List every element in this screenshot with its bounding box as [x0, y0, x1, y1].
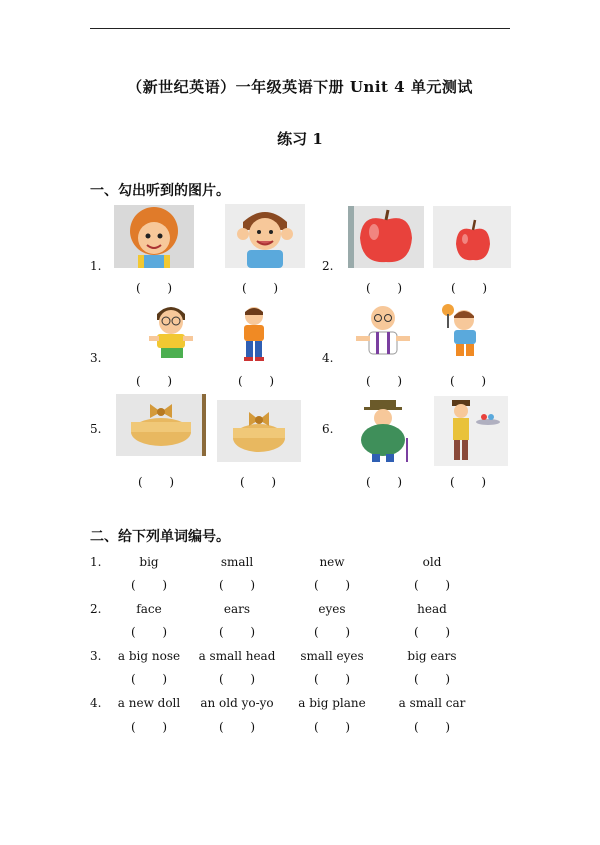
row-number: 1.: [90, 555, 102, 569]
small-apple-picture[interactable]: [433, 206, 511, 268]
word: a big plane: [298, 696, 366, 710]
word: small: [220, 555, 254, 569]
answer-bracket[interactable]: ( ): [365, 475, 403, 489]
answer-bracket[interactable]: ( ): [130, 720, 168, 734]
boy-with-lollipop-picture[interactable]: [440, 302, 486, 360]
item-number: 3.: [90, 351, 102, 365]
section1-heading: 一、勾出听到的图片。: [90, 183, 230, 199]
answer-bracket[interactable]: ( ): [449, 475, 487, 489]
boy-with-glasses-picture[interactable]: [145, 302, 197, 360]
word: a small head: [198, 649, 276, 663]
answer-bracket[interactable]: ( ): [218, 625, 256, 639]
boy-standing-picture[interactable]: [233, 304, 275, 362]
answer-bracket[interactable]: ( ): [365, 374, 403, 388]
answer-bracket[interactable]: ( ): [135, 374, 173, 388]
section2-heading: 二、给下列单词编号。: [90, 529, 230, 545]
word: a small car: [398, 696, 466, 710]
word: face: [136, 602, 162, 616]
answer-bracket[interactable]: ( ): [413, 672, 451, 686]
thin-man-with-tray-picture[interactable]: [434, 396, 508, 466]
boy-touching-ears-picture[interactable]: [225, 204, 305, 268]
answer-bracket[interactable]: ( ): [365, 281, 403, 295]
word: big ears: [407, 649, 457, 663]
page-title: （新世纪英语）一年级英语下册 Unit 4 单元测试: [127, 78, 473, 96]
word: head: [417, 602, 447, 616]
answer-bracket[interactable]: ( ): [218, 720, 256, 734]
top-rule: [90, 28, 510, 29]
answer-bracket[interactable]: ( ): [218, 578, 256, 592]
answer-bracket[interactable]: ( ): [135, 281, 173, 295]
row-number: 3.: [90, 649, 102, 663]
answer-bracket[interactable]: ( ): [130, 672, 168, 686]
item-number: 6.: [322, 422, 334, 436]
answer-bracket[interactable]: ( ): [241, 281, 279, 295]
word: ears: [223, 602, 251, 616]
curly-hair-kid-picture[interactable]: [114, 205, 194, 268]
row-number: 2.: [90, 602, 102, 616]
word: a big nose: [117, 649, 181, 663]
item-number: 2.: [322, 259, 334, 273]
word: big: [139, 555, 159, 569]
answer-bracket[interactable]: ( ): [130, 625, 168, 639]
answer-bracket[interactable]: ( ): [313, 625, 351, 639]
answer-bracket[interactable]: ( ): [130, 578, 168, 592]
answer-bracket[interactable]: ( ): [413, 578, 451, 592]
word: an old yo-yo: [200, 696, 274, 710]
word: old: [422, 555, 442, 569]
answer-bracket[interactable]: ( ): [313, 720, 351, 734]
answer-bracket[interactable]: ( ): [239, 475, 277, 489]
big-apple-picture[interactable]: [348, 206, 424, 268]
answer-bracket[interactable]: ( ): [137, 475, 175, 489]
fat-man-picture[interactable]: [350, 398, 416, 464]
page-subtitle: 练习 1: [277, 130, 323, 148]
item-number: 4.: [322, 351, 334, 365]
old-man-picture[interactable]: [352, 304, 414, 360]
answer-bracket[interactable]: ( ): [237, 374, 275, 388]
cake-with-bow-picture-1[interactable]: [116, 394, 206, 456]
answer-bracket[interactable]: ( ): [450, 281, 488, 295]
word: small eyes: [300, 649, 364, 663]
answer-bracket[interactable]: ( ): [449, 374, 487, 388]
word: eyes: [318, 602, 346, 616]
answer-bracket[interactable]: ( ): [313, 672, 351, 686]
answer-bracket[interactable]: ( ): [413, 720, 451, 734]
cake-with-bow-picture-2[interactable]: [217, 400, 301, 462]
answer-bracket[interactable]: ( ): [413, 625, 451, 639]
answer-bracket[interactable]: ( ): [218, 672, 256, 686]
item-number: 5.: [90, 422, 102, 436]
row-number: 4.: [90, 696, 102, 710]
answer-bracket[interactable]: ( ): [313, 578, 351, 592]
item-number: 1.: [90, 259, 102, 273]
word: a new doll: [117, 696, 181, 710]
word: new: [319, 555, 345, 569]
